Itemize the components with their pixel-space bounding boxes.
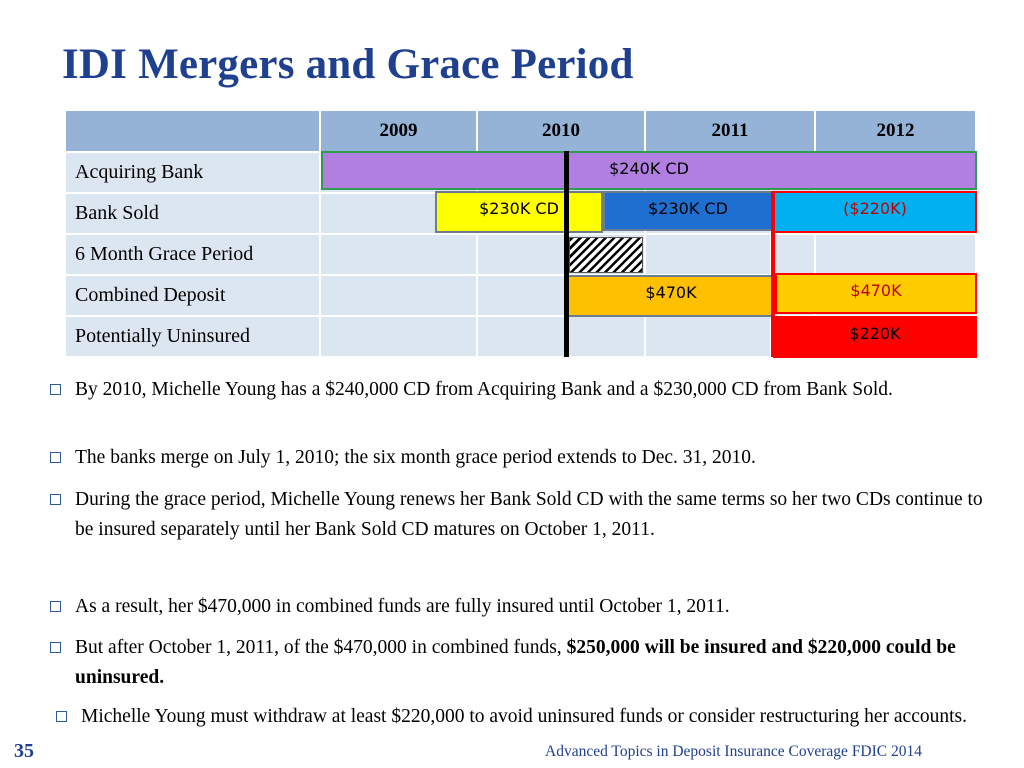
bar-acquiring-cd: $240K CD [321, 151, 977, 190]
table-cell [772, 235, 816, 276]
row-label-bank-sold: Bank Sold [66, 194, 321, 235]
bullet-item [50, 375, 990, 405]
year-header-2010: 2010 [478, 111, 646, 153]
bar-bank-sold-reduction: ($220K) [773, 191, 977, 233]
year-header-2009: 2009 [321, 111, 478, 153]
table-cell [478, 276, 566, 317]
bullet-text: Michelle Young must withdraw at least $220,000 to avoid uninsured funds or consider restructuring her accounts. [81, 706, 968, 727]
table-cell [321, 317, 478, 358]
table-cell [478, 317, 566, 358]
table-cell [646, 317, 772, 358]
table-cell [566, 317, 646, 358]
checkbox-bullet-icon [50, 494, 61, 505]
row-label-acquiring-bank: Acquiring Bank [66, 153, 321, 194]
bar-combined-deposit-orange: $470K [567, 275, 775, 317]
row-label-combined-deposit: Combined Deposit [66, 276, 321, 317]
page-number: 35 [14, 740, 34, 762]
year-header-2012: 2012 [816, 111, 977, 153]
bullet-item [50, 592, 990, 622]
row-label-potentially-uninsured: Potentially Uninsured [66, 317, 321, 358]
checkbox-bullet-icon [50, 601, 61, 612]
table-cell [321, 235, 478, 276]
year-header-2011: 2011 [646, 111, 816, 153]
bullet-item [50, 633, 995, 693]
bullet-text: During the grace period, Michelle Young renews her Bank Sold CD with the same terms so her two CDs continue to be insured separately until her Bank Sold CD matures on October 1, 2011. [75, 489, 983, 540]
bullet-item [56, 702, 976, 732]
timeline-table [66, 111, 977, 358]
bullet-item [50, 485, 990, 545]
row-label-grace-period: 6 Month Grace Period [66, 235, 321, 276]
checkbox-bullet-icon [50, 384, 61, 395]
table-cell [478, 235, 566, 276]
checkbox-bullet-icon [50, 642, 61, 653]
checkbox-bullet-icon [50, 452, 61, 463]
grace-period-hatch [569, 237, 643, 273]
checkbox-bullet-icon [56, 711, 67, 722]
table-cell [646, 235, 772, 276]
bullet-text: By 2010, Michelle Young has a $240,000 CD from Acquiring Bank and a $230,000 CD from Bank Sold. [75, 379, 893, 400]
bullet-text: The banks merge on July 1, 2010; the six month grace period extends to Dec. 31, 2010. [75, 447, 756, 468]
bar-combined-deposit-gold: $470K [775, 273, 977, 314]
page-title: IDI Mergers and Grace Period [62, 41, 634, 88]
bullet-item [50, 443, 990, 473]
bullet-text: As a result, her $470,000 in combined funds are fully insured until October 1, 2011. [75, 596, 730, 617]
footer-caption: Advanced Topics in Deposit Insurance Coverage FDIC 2014 [545, 743, 923, 760]
bar-bank-sold-cd-yellow: $230K CD [435, 191, 603, 233]
table-cell [816, 235, 977, 276]
bullet-text-regular: But after October 1, 2011, of the $470,000 in combined funds, [75, 637, 567, 658]
merger-date-line [564, 151, 569, 357]
table-cell [321, 276, 478, 317]
bullet-text [75, 633, 995, 693]
bullet-text-bold: $250,000 will be insured and $220,000 could be uninsured. [75, 637, 956, 688]
bar-bank-sold-cd-blue: $230K CD [603, 191, 773, 231]
bar-potentially-uninsured: $220K [773, 316, 977, 358]
maturity-date-line [771, 191, 775, 357]
header-corner-cell [66, 111, 321, 153]
